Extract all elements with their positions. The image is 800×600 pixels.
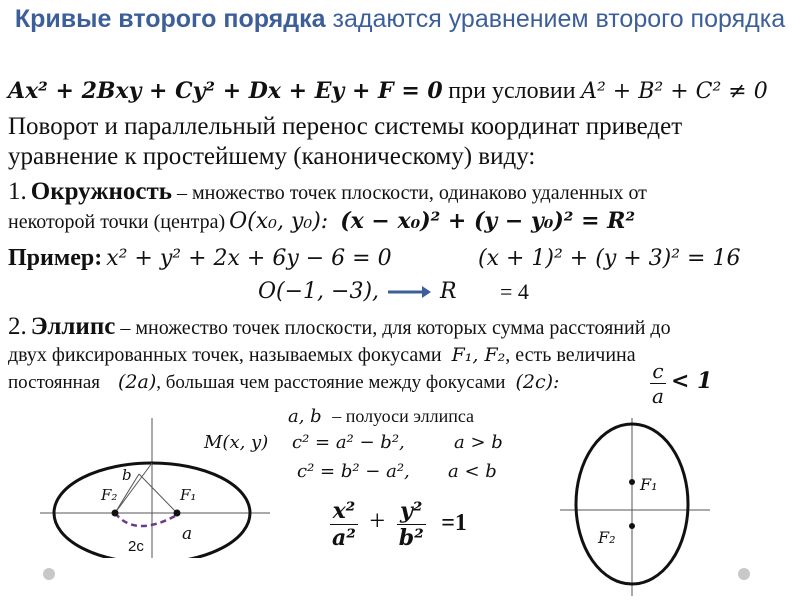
label-f2-right: F₂ (598, 528, 616, 547)
circle-number: 1. (8, 178, 27, 205)
ellipse-line-2-end: , есть величина (505, 344, 636, 366)
label-f1-right: F₁ (640, 475, 658, 494)
ellipse-number: 2. (8, 313, 27, 340)
circle-center: O(x₀, y₀): (229, 209, 329, 234)
relation-1: c² = a² − b², (292, 432, 405, 453)
ellipse-focal-distance: (2c): (515, 371, 560, 393)
ratio-expression (650, 359, 712, 408)
point-m: M(x, y) (204, 432, 269, 453)
focal-radius-1 (139, 474, 177, 513)
condition-2: a < b (448, 461, 497, 482)
intro-line-1: Поворот и параллельный перенос системы координат приведет (8, 113, 683, 140)
ellipse-dash-text: – множество точек плоскости, для которых сумма расстояний до (115, 317, 671, 339)
ellipse-definition (8, 313, 671, 344)
focus-f2-point-right (629, 523, 635, 529)
ellipse-line-3 (8, 369, 559, 397)
ratio-fraction (650, 359, 666, 408)
condition-1: a > b (454, 432, 503, 453)
ratio-relation: < 1 (670, 368, 713, 395)
circle-equation-line (8, 205, 635, 240)
title-rest: задаются уравнением второго порядка (325, 5, 786, 33)
focus-f1-point-right (629, 479, 635, 485)
ellipse-line-3-a: постоянная (8, 372, 101, 393)
decorative-dot-left (43, 568, 55, 580)
label-f2-left: F₂ (101, 486, 118, 504)
page-title (0, 2, 800, 36)
ellipse-foci: F₁, F₂ (451, 344, 506, 366)
title-bold: Кривые второго порядка (14, 5, 326, 33)
canon-y-numerator: y² (397, 498, 426, 525)
canon-x-fraction (330, 498, 358, 551)
general-condition: A² + B² + C² ≠ 0 (581, 79, 768, 104)
horizontal-ellipse-diagram (40, 418, 270, 558)
decorative-dot-right (738, 568, 750, 580)
example-label: Пример: (8, 245, 103, 271)
vertical-ellipse-diagram (560, 418, 710, 596)
circle-equation: (x − x₀)² + (y − y₀)² = R² (340, 208, 636, 234)
ellipse-line-3-b: , большая чем расстояние между фокусами (156, 372, 506, 393)
ratio-numerator: c (650, 359, 666, 384)
general-equation-line (8, 78, 768, 105)
canon-x-denominator: a² (332, 525, 356, 551)
example-line (8, 243, 392, 276)
radius-label: R (440, 279, 457, 304)
focus-f1-point (174, 510, 181, 517)
ellipse-line-2 (8, 342, 636, 370)
intro-line-2: уравнение к простейшему (каноническому) виду: (8, 143, 536, 170)
relation-2: c² = b² − a², (297, 461, 410, 482)
canon-x-numerator: x² (330, 498, 358, 525)
example-equation: x² + y² + 2x + 6y − 6 = 0 (106, 246, 392, 271)
circle-name: Окружность (30, 178, 172, 205)
canon-equals: =1 (441, 509, 467, 536)
general-equation: Ax² + 2Bxy + Cy² + Dx + Ey + F = 0 (8, 78, 443, 104)
label-f1-left: F₁ (180, 486, 197, 504)
canonical-equation (330, 498, 467, 551)
semi-axes-text: – полуоси эллипса (332, 406, 475, 426)
focal-distance-arc (115, 513, 177, 526)
center-result: O(−1, −3), (258, 279, 380, 304)
ratio-denominator: a (652, 384, 664, 408)
semi-axes-vars: a, b (288, 406, 322, 427)
ellipse-constant: (2a) (118, 371, 157, 393)
arrow-icon (386, 284, 432, 300)
semi-axis-b-line (115, 463, 152, 513)
radius-value: = 4 (500, 279, 529, 304)
circle-line-2: некоторой точки (центра) (8, 211, 226, 233)
condition-word: при условии (448, 78, 576, 104)
ellipse-line-2-text: двух фиксированных точек, называемых фокусами (8, 344, 442, 366)
focus-f2-point (112, 510, 119, 517)
ellipse-name: Эллипс (30, 313, 116, 340)
canon-plus: + (369, 505, 386, 537)
canon-y-denominator: b² (398, 525, 424, 551)
semi-axes-line (288, 404, 474, 429)
example-result: (x + 1)² + (y + 3)² = 16 (478, 246, 741, 271)
circle-dash-text: – множество точек плоскости, одинаково удаленных от (171, 182, 647, 204)
label-b: b (122, 466, 132, 484)
label-2c: 2c (128, 538, 144, 555)
canon-y-fraction (397, 498, 426, 551)
label-a: a (182, 524, 193, 544)
